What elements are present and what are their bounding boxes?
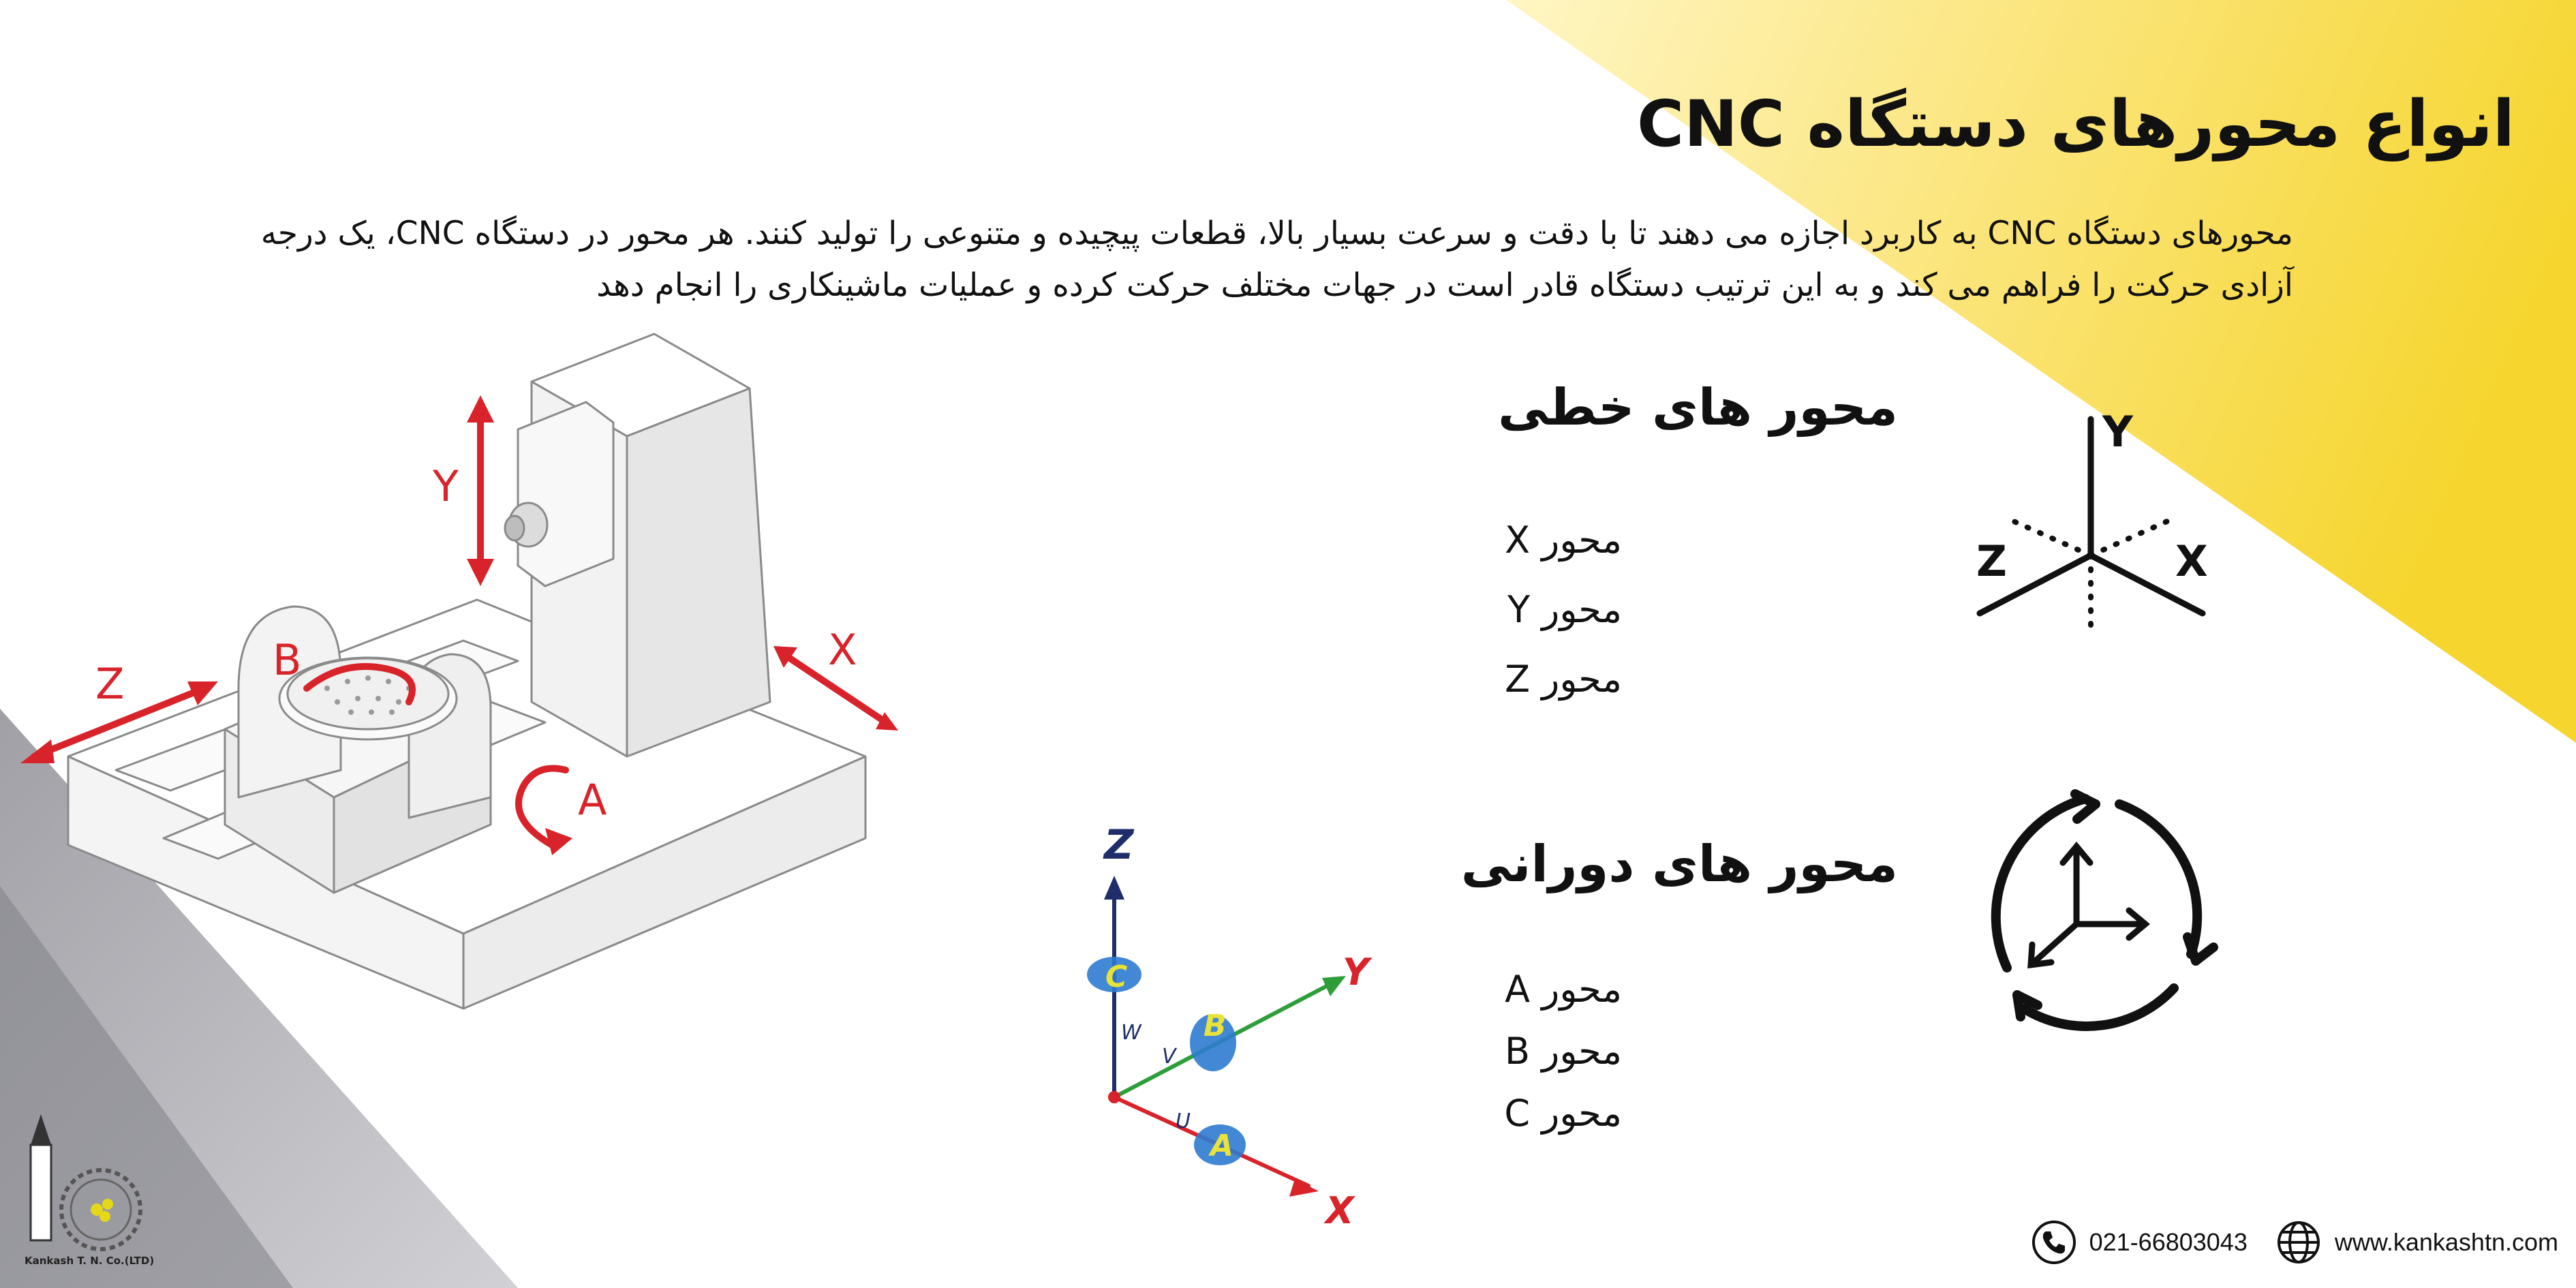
rotary-cycle-icon: [1949, 763, 2235, 1049]
footer-website[interactable]: [2275, 1218, 2558, 1266]
machine-label-a: A: [578, 775, 607, 825]
website-url: www.kankashtn.com: [2334, 1228, 2558, 1256]
cnc-machine-illustration: [0, 320, 940, 1084]
machine-label-b: B: [273, 635, 302, 685]
machine-label-y: Y: [433, 461, 459, 511]
linear-axes-icon: [1963, 402, 2222, 647]
linear-icon-label-z: Z: [1976, 536, 2007, 586]
list-item: محور X: [1505, 519, 1622, 562]
company-logo: [20, 1107, 157, 1271]
logo-caption: Kankash T. N. Co.(LTD): [25, 1255, 155, 1267]
phone-icon: [2031, 1219, 2077, 1266]
machine-label-x: X: [828, 625, 857, 675]
axis3d-label-y: Y: [1343, 951, 1370, 994]
axis3d-label-u: U: [1176, 1109, 1191, 1133]
footer-phone[interactable]: [2031, 1219, 2248, 1266]
footer: [2031, 1212, 2558, 1273]
axis3d-label-z: Z: [1104, 821, 1134, 869]
globe-icon: [2275, 1218, 2322, 1266]
rot-label-c: C: [1105, 960, 1128, 994]
rotary-axes-list: [1336, 958, 1622, 1144]
axis3d-label-w: W: [1121, 1021, 1141, 1045]
list-item: محور A: [1505, 968, 1622, 1011]
intro-paragraph: محورهای دستگاه CNC به کاربرد اجازه می دهند تا با دقت و سرعت بسیار بالا، قطعات پیچیده و متنوعی را تولید کنند. هر محور در دستگاه CNC، یک درجه آزادی حرکت را فراهم می کند و به این ترتیب دستگاه قادر است در جهات مختلف حرکت کرده و عملیات ماشینکاری را انجام دهد: [260, 215, 2293, 304]
axis3d-label-v: V: [1162, 1045, 1176, 1069]
linear-axes-list: [1336, 506, 1622, 714]
linear-icon-label-y: Y: [2102, 407, 2133, 457]
axis3d-label-x: X: [1325, 1189, 1354, 1232]
machine-label-z: Z: [95, 659, 125, 709]
page-title: انواع محورهای دستگاه CNC: [1637, 87, 2515, 162]
list-item: محور Z: [1505, 658, 1622, 701]
rotary-axes-title: محور های دورانی: [1460, 835, 1898, 893]
rot-label-a: A: [1210, 1129, 1234, 1163]
linear-axes-title: محور های خطی: [1498, 378, 1898, 437]
phone-number: 021-66803043: [2089, 1228, 2248, 1256]
list-item: محور C: [1504, 1092, 1622, 1135]
list-item: محور Y: [1507, 588, 1622, 631]
linear-icon-label-x: X: [2175, 536, 2208, 586]
list-item: محور B: [1505, 1030, 1622, 1073]
rot-label-b: B: [1203, 1009, 1227, 1043]
